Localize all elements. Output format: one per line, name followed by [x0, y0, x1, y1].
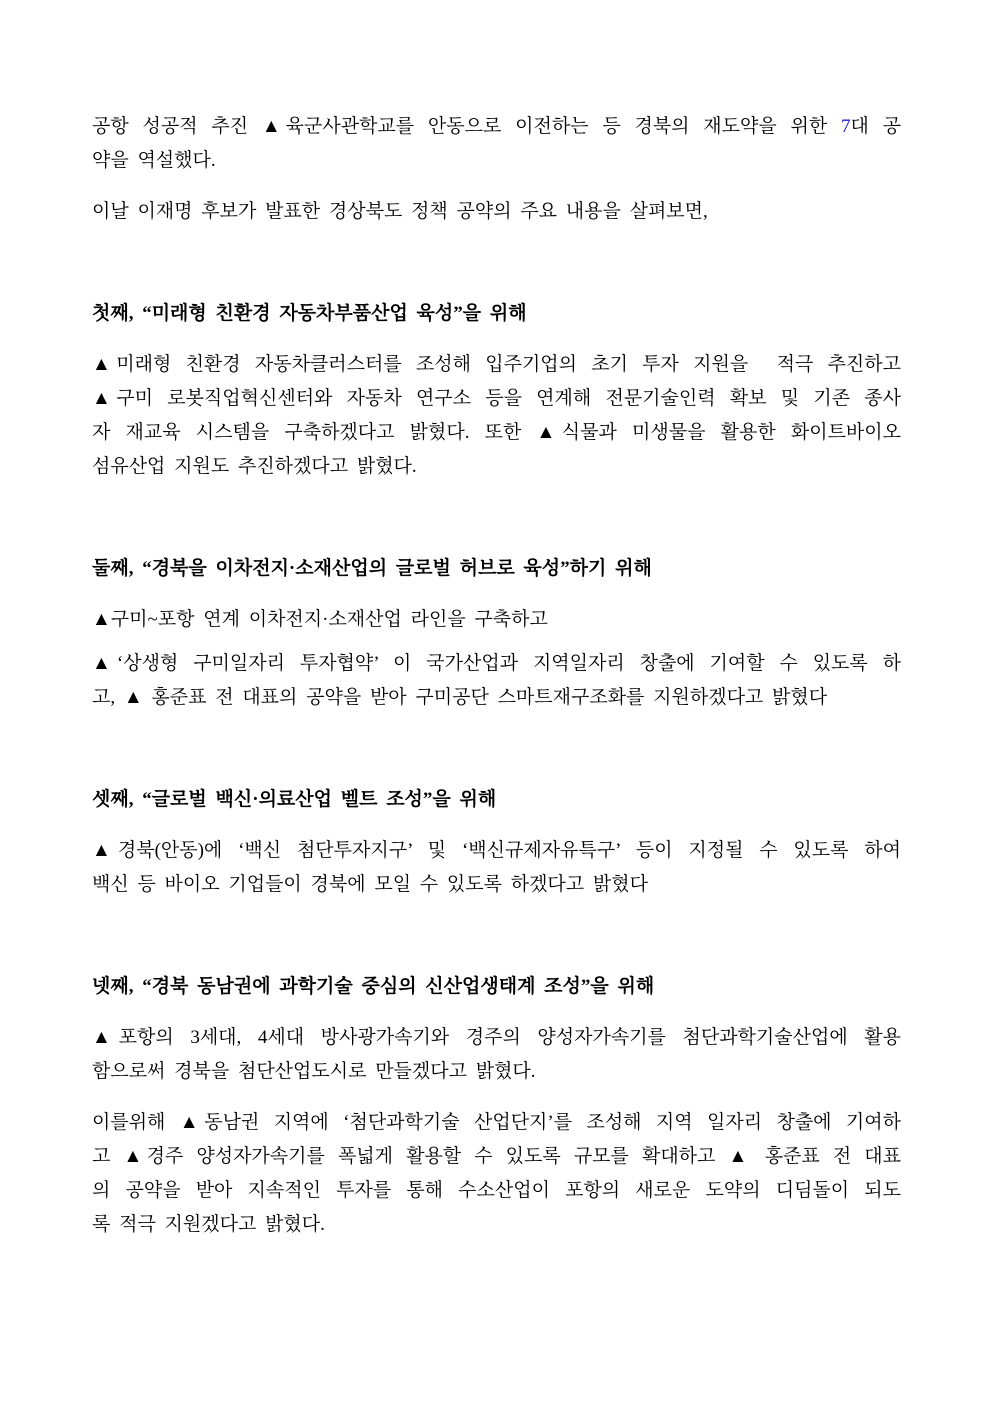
section-gap-3: [92, 732, 901, 783]
section-2-paragraph-2-line-1: ▲‘상생형 구미일자리 투자협약’ 이 국가산업과 지역일자리 창출에 기여할 수 있도록 하: [92, 653, 901, 674]
closing-line-2: 고 ▲경주 양성자가속기를 폭넓게 활용할 수 있도록 규모를 확대하고 ▲ 홍준표 전 대표: [92, 1146, 901, 1167]
intro-paragraph-1: [92, 110, 901, 178]
section-1-line-4: 섬유산업 지원도 추진하겠다고 밝혔다.: [92, 456, 417, 477]
section-4-heading-text: 넷째, “경북 동남권에 과학기술 중심의 신산업생태계 조성”을 위해: [92, 976, 655, 997]
section-1-line-2: ▲구미 로봇직업혁신센터와 자동차 연구소 등을 연계해 전문기술인력 확보 및 기존 종사: [92, 388, 901, 409]
section-3-line-2: 백신 등 바이오 기업들이 경북에 모일 수 있도록 하겠다고 밝혔다: [92, 874, 648, 895]
section-3-line-1: ▲경북(안동)에 ‘백신 첨단투자지구’ 및 ‘백신규제자유특구’ 등이 지정될 수 있도록 하여: [92, 840, 901, 861]
closing-line-4: 록 적극 지원겠다고 밝혔다.: [92, 1214, 325, 1235]
intro-paragraph-2: [92, 195, 901, 229]
section-3-heading: [92, 783, 901, 817]
section-4-paragraph: [92, 1021, 901, 1089]
section-gap-1: [92, 246, 901, 297]
intro-line-1-post: 대 공: [850, 116, 901, 137]
intro-line-1-pre: 공항 성공적 추진 ▲육군사관학교를 안동으로 이전하는 등 경북의 재도약을 위한: [92, 116, 841, 137]
section-1-line-1: ▲미래형 친환경 자동차클러스터를 조성해 입주기업의 초기 투자 지원을 적극 추진하고: [92, 354, 901, 375]
section-2-paragraph-2: [92, 647, 901, 715]
closing-line-3: 의 공약을 받아 지속적인 투자를 통해 수소산업이 포항의 새로운 도약의 디딤돌이 되도: [92, 1180, 901, 1201]
section-2-heading-text: 둘째, “경북을 이차전지·소재산업의 글로벌 허브로 육성”하기 위해: [92, 558, 652, 579]
intro-paragraph-1-line-2: 약을 역설했다.: [92, 150, 216, 171]
section-2-paragraph-2-line-2: 고, ▲ 홍준표 전 대표의 공약을 받아 구미공단 스마트재구조화를 지원하겠다고 밝혔다: [92, 687, 828, 708]
section-1-heading: [92, 297, 901, 331]
section-4-line-1: ▲포항의 3세대, 4세대 방사광가속기와 경주의 양성자가속기를 첨단과학기술산업에 활용: [92, 1027, 901, 1048]
blue-number-7: 7: [841, 116, 851, 137]
section-2-heading: [92, 552, 901, 586]
section-4-heading: [92, 970, 901, 1004]
section-2-paragraph-1-line-1: ▲구미~포항 연계 이차전지·소재산업 라인을 구축하고: [92, 609, 548, 630]
document-content: [92, 110, 901, 1259]
section-gap-4: [92, 919, 901, 970]
intro-paragraph-2-line: 이날 이재명 후보가 발표한 경상북도 정책 공약의 주요 내용을 살펴보면,: [92, 201, 708, 222]
section-1-heading-text: 첫째, “미래형 친환경 자동차부품산업 육성”을 위해: [92, 303, 527, 324]
section-4-line-2: 함으로써 경북을 첨단산업도시로 만들겠다고 밝혔다.: [92, 1061, 536, 1082]
section-1-paragraph: [92, 348, 901, 484]
section-1-line-3: 자 재교육 시스템을 구축하겠다고 밝혔다. 또한 ▲식물과 미생물을 활용한 화이트바이오: [92, 422, 901, 443]
closing-line-1: 이를위해 ▲동남권 지역에 ‘첨단과학기술 산업단지’를 조성해 지역 일자리 창출에 기여하: [92, 1112, 901, 1133]
intro-paragraph-1-line-1: [92, 110, 901, 144]
section-3-heading-text: 셋째, “글로벌 백신·의료산업 벨트 조성”을 위해: [92, 789, 497, 810]
section-3-paragraph: [92, 834, 901, 902]
section-2-paragraph-1: [92, 603, 901, 637]
closing-paragraph: [92, 1106, 901, 1242]
section-gap-2: [92, 501, 901, 552]
